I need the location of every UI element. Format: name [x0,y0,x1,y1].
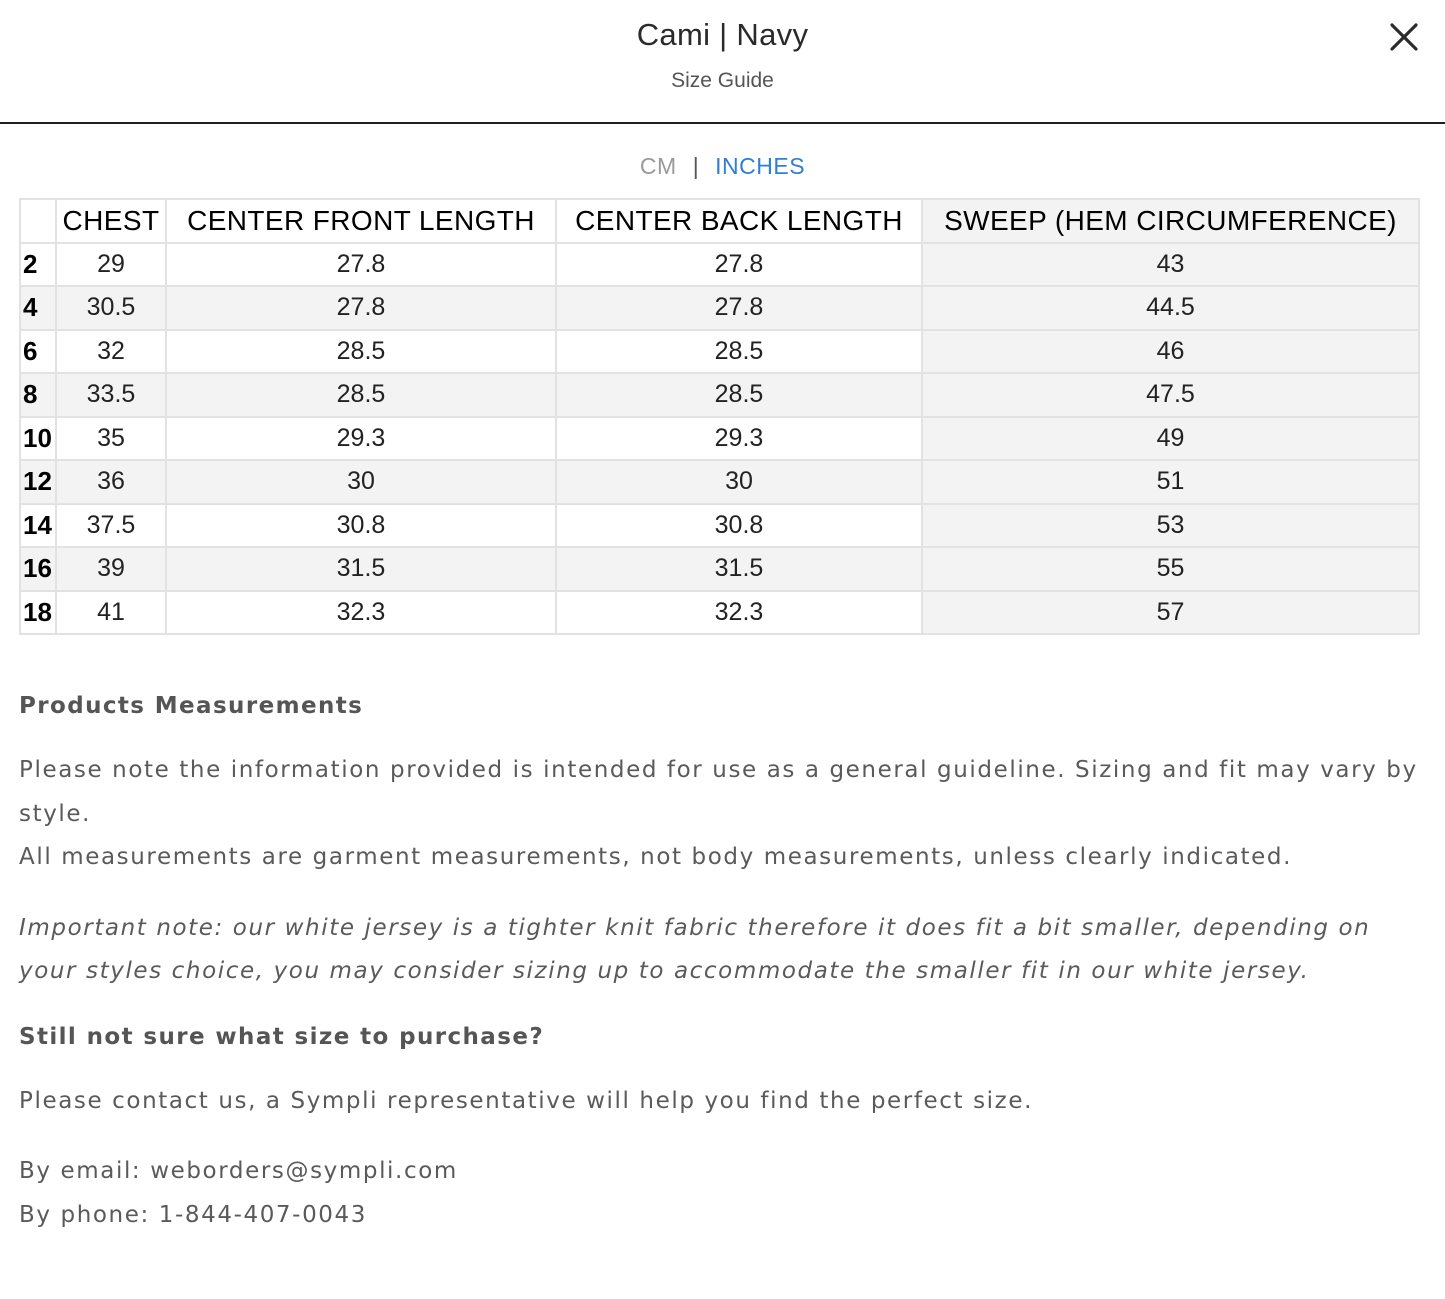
sweep-cell: 43 [922,243,1419,287]
sweep-cell: 57 [922,591,1419,635]
size-cell: 6 [20,330,56,374]
sweep-cell: 49 [922,417,1419,461]
garment-text: All measurements are garment measurements, not body measurements, unless clearly indicated. [19,844,1292,870]
sweep-cell: 46 [922,330,1419,374]
size-cell: 8 [20,373,56,417]
size-cell: 2 [20,243,56,287]
size-cell: 10 [20,417,56,461]
size-chart-table [19,198,1420,635]
table-row [20,286,1419,330]
back-length-cell: 29.3 [556,417,922,461]
chest-cell: 29 [56,243,166,287]
front-length-cell: 28.5 [166,330,556,374]
product-title: Cami | Navy [636,17,809,52]
back-length-cell: 30 [556,460,922,504]
still-unsure-heading: Still not sure what size to purchase? [19,1023,545,1050]
header-size [20,199,56,243]
front-length-cell: 27.8 [166,286,556,330]
front-length-cell: 30 [166,460,556,504]
sweep-cell: 51 [922,460,1419,504]
sweep-cell: 44.5 [922,286,1419,330]
size-cell: 14 [20,504,56,548]
chest-cell: 35 [56,417,166,461]
back-length-cell: 28.5 [556,373,922,417]
sweep-cell: 47.5 [922,373,1419,417]
table-row [20,591,1419,635]
chest-cell: 33.5 [56,373,166,417]
table-row [20,373,1419,417]
unit-toggle [0,153,1445,180]
front-length-cell: 30.8 [166,504,556,548]
back-length-cell: 27.8 [556,243,922,287]
chest-cell: 36 [56,460,166,504]
size-cell: 4 [20,286,56,330]
back-length-cell: 27.8 [556,286,922,330]
chest-cell: 30.5 [56,286,166,330]
guideline-text: Please note the information provided is intended for use as a general guideline. Sizing and fit may vary by style. [19,757,1418,827]
sweep-cell: 55 [922,547,1419,591]
contact-details [19,1150,1419,1237]
table-row [20,417,1419,461]
unit-inches-link[interactable]: INCHES [715,153,806,179]
back-length-cell: 31.5 [556,547,922,591]
sweep-cell: 53 [922,504,1419,548]
phone-line[interactable]: By phone: 1-844-407-0043 [19,1201,368,1228]
front-length-cell: 27.8 [166,243,556,287]
chest-cell: 41 [56,591,166,635]
chest-cell: 32 [56,330,166,374]
back-length-cell: 32.3 [556,591,922,635]
modal-header [0,0,1445,124]
guideline-paragraph [19,749,1419,880]
front-length-cell: 31.5 [166,547,556,591]
measurements-heading: Products Measurements [19,693,364,719]
header-chest: CHEST [56,199,166,243]
table-row [20,460,1419,504]
back-length-cell: 30.8 [556,504,922,548]
size-guide-subtitle: Size Guide [671,69,774,92]
table-header-row [20,199,1419,243]
front-length-cell: 29.3 [166,417,556,461]
table-row [20,330,1419,374]
header-center-front-length: CENTER FRONT LENGTH [166,199,556,243]
size-cell: 12 [20,460,56,504]
close-icon [1389,22,1419,52]
chest-cell: 37.5 [56,504,166,548]
size-cell: 16 [20,547,56,591]
important-note: Important note: our white jersey is a tighter knit fabric therefore it does fit a bit smaller, depending on your styles choice, you may consider sizing up to accommodate the smaller fit in our white jersey. [19,914,1371,984]
close-button[interactable] [1389,22,1419,52]
email-line[interactable]: By email: weborders@sympli.com [19,1158,458,1184]
table-row [20,243,1419,287]
front-length-cell: 32.3 [166,591,556,635]
back-length-cell: 28.5 [556,330,922,374]
unit-cm-link[interactable]: CM [639,153,677,179]
unit-separator: | [692,153,700,179]
front-length-cell: 28.5 [166,373,556,417]
chest-cell: 39 [56,547,166,591]
size-cell: 18 [20,591,56,635]
table-row [20,504,1419,548]
header-center-back-length: CENTER BACK LENGTH [556,199,922,243]
measurement-info [19,690,1419,1264]
contact-text: Please contact us, a Sympli representative will help you find the perfect size. [19,1087,1033,1114]
header-sweep: SWEEP (HEM CIRCUMFERENCE) [922,199,1419,243]
table-row [20,547,1419,591]
